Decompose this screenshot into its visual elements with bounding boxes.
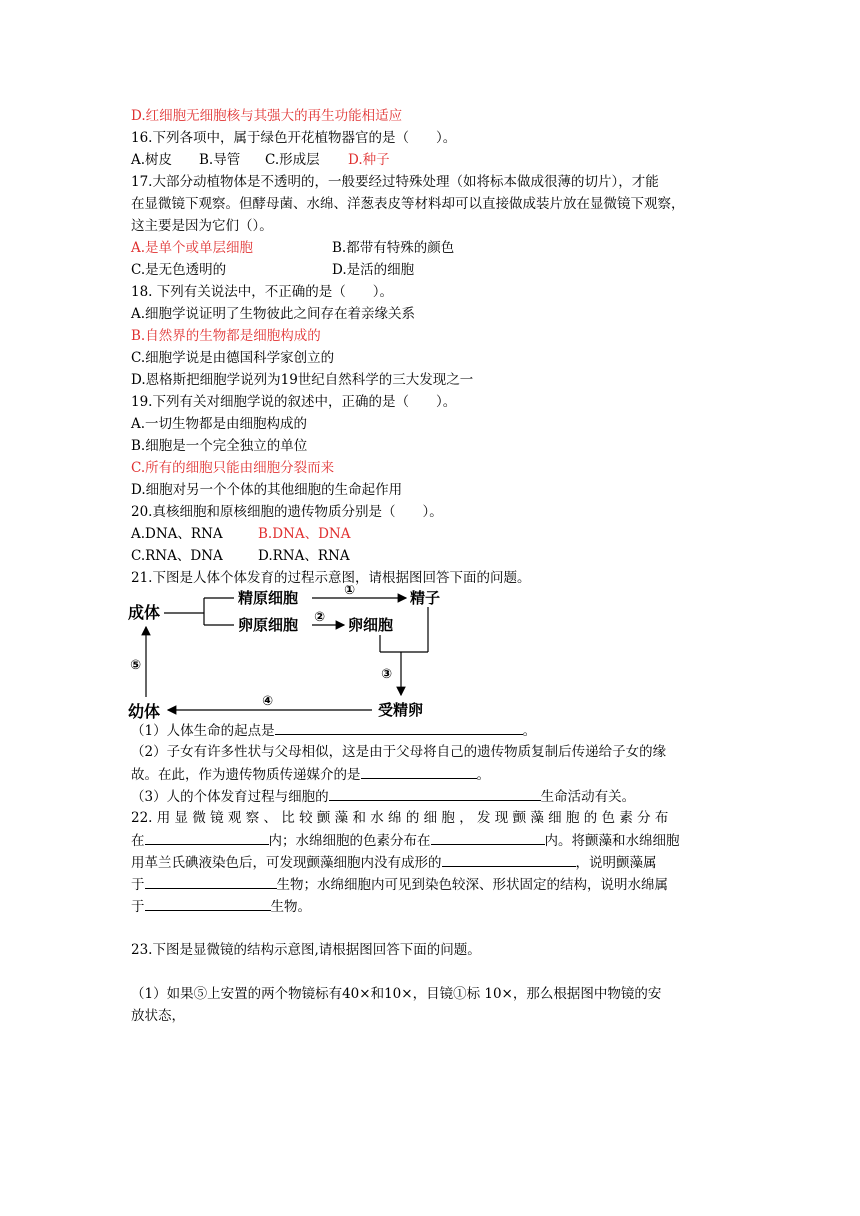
label-step-3: ③ — [381, 667, 393, 682]
node-egg: 卵细胞 — [348, 616, 394, 634]
q16-stem: 16.下列各项中，属于绿色开花植物器官的是（ ）。 — [131, 130, 457, 146]
answer-blank[interactable] — [361, 764, 477, 779]
q23-part1-line1: （1）如果⑤上安置的两个物镜标有40×和10×，目镜①标 10×，那么根据图中物镜的安 — [131, 986, 662, 1002]
q22-text: ，说明颤藻属 — [575, 855, 657, 871]
q19-option-d: D.细胞对另一个个体的其他细胞的生命起作用 — [131, 482, 403, 498]
q18-option-a: A.细胞学说证明了生物彼此之间存在着亲缘关系 — [131, 306, 416, 322]
label-step-5: ⑤ — [130, 658, 142, 673]
q21-part2-end: 。 — [476, 767, 490, 783]
q22-line2 — [131, 830, 680, 851]
q22-text: 用革兰氏碘液染色后，可发现颤藻细胞内没有成形的 — [131, 855, 442, 871]
q21-part1-end: 。 — [522, 723, 537, 739]
q16-option-b: B.导管 — [199, 152, 241, 168]
q19-stem: 19.下列有关对细胞学说的叙述中，正确的是（ ）。 — [131, 394, 457, 410]
q20-option-b-answer: B.DNA、DNA — [258, 526, 351, 542]
q19-option-a: A.一切生物都是由细胞构成的 — [131, 416, 308, 432]
q16-option-a: A.树皮 — [131, 152, 173, 168]
q23-part1-line2: 放状态， — [131, 1008, 185, 1024]
q17-stem-line1: 17.大部分动植物体是不透明的，一般要经过特殊处理（如将标本做成很薄的切片），才能 — [131, 174, 659, 190]
node-adult: 成体 — [128, 603, 161, 622]
q22-text: 生物。 — [270, 899, 311, 915]
q17-stem-line2: 在显微镜下观察。但酵母菌、水绵、洋葱表皮等材料却可以直接做成装片放在显微镜下观察， — [131, 196, 685, 212]
q21-part2-line2 — [131, 764, 490, 785]
answer-blank[interactable] — [275, 720, 523, 735]
node-spermatogonium: 精原细胞 — [238, 589, 299, 607]
q22-text: 于 — [131, 899, 145, 915]
q17-option-a-answer: A.是单个或单层细胞 — [131, 240, 254, 256]
q21-stem: 21.下图是人体个体发育的过程示意图，请根据图回答下面的问题。 — [131, 570, 531, 586]
node-zygote: 受精卵 — [378, 701, 424, 719]
q19-option-c-answer: C.所有的细胞只能由细胞分裂而来 — [131, 460, 335, 476]
q17-stem-line3: 这主要是因为它们（）。 — [131, 218, 273, 234]
q22-text: 生物；水绵细胞内可见到染色较深、形状固定的结构，说明水绵属 — [276, 877, 668, 893]
q18-option-b-answer: B.自然界的生物都是细胞构成的 — [131, 328, 321, 344]
q19-option-b: B.细胞是一个完全独立的单位 — [131, 438, 308, 454]
answer-blank[interactable] — [431, 830, 545, 845]
q22-text: 于 — [131, 877, 145, 893]
q20-option-c: C.RNA、DNA — [131, 548, 223, 564]
q22-text: 内。将颤藻和水绵细胞 — [544, 833, 680, 849]
q22-line4 — [131, 874, 668, 895]
q16-option-d-answer: D.种子 — [348, 152, 390, 168]
q17-option-d: D.是活的细胞 — [332, 262, 415, 278]
answer-blank[interactable] — [145, 830, 269, 845]
node-sperm: 精子 — [410, 589, 441, 607]
q17-option-c: C.是无色透明的 — [131, 262, 227, 278]
q18-option-c: C.细胞学说是由德国科学家创立的 — [131, 350, 335, 366]
q22-line5 — [131, 896, 311, 917]
development-diagram — [126, 585, 456, 720]
q15-option-d-answer: D.红细胞无细胞核与其强大的再生功能相适应 — [131, 108, 403, 124]
q21-part1-text: （1）人体生命的起点是 — [131, 723, 275, 739]
q21-part3 — [131, 786, 635, 807]
answer-blank[interactable] — [442, 852, 576, 867]
q17-option-b: B.都带有特殊的颜色 — [332, 240, 455, 256]
q20-option-a: A.DNA、RNA — [131, 526, 223, 542]
q21-part2-text: 故。在此，作为遗传物质传递媒介的是 — [131, 767, 361, 783]
q21-part2-line1: （2）子女有许多性状与父母相似，这是由于父母将自己的遗传物质复制后传递给子女的缘 — [131, 744, 667, 760]
q18-stem: 18. 下列有关说法中，不正确的是（ ）。 — [131, 284, 394, 300]
label-step-2: ② — [314, 610, 326, 625]
q21-part3-end: 生命活动有关。 — [540, 789, 636, 805]
q22-text: 内；水绵细胞的色素分布在 — [268, 833, 431, 849]
q20-stem: 20.真核细胞和原核细胞的遗传物质分别是（ ）。 — [131, 504, 443, 520]
node-juvenile: 幼体 — [128, 702, 161, 720]
q18-option-d: D.恩格斯把细胞学说列为19世纪自然科学的三大发现之一 — [131, 372, 474, 388]
answer-blank[interactable] — [329, 786, 541, 801]
q16-option-c: C.形成层 — [265, 152, 320, 168]
label-step-1: ① — [344, 585, 356, 598]
node-oogonium: 卵原细胞 — [238, 616, 299, 634]
q21-part3-text: （3）人的个体发育过程与细胞的 — [131, 789, 329, 805]
q22-line1: 22. 用 显 微 镜 观 察 、 比 较 颤 藻 和 水 绵 的 细 胞 ， 发 现 颤 藻 细 胞 的 色 素 分 布 — [131, 810, 669, 826]
answer-blank[interactable] — [145, 896, 271, 911]
q20-option-d: D.RNA、RNA — [258, 548, 350, 564]
q22-line3 — [131, 852, 657, 873]
q22-text: 在 — [131, 833, 145, 849]
label-step-4: ④ — [262, 694, 274, 709]
q23-stem: 23.下图是显微镜的结构示意图,请根据图回答下面的问题。 — [131, 942, 481, 958]
q21-part1 — [131, 720, 536, 741]
answer-blank[interactable] — [145, 874, 277, 889]
